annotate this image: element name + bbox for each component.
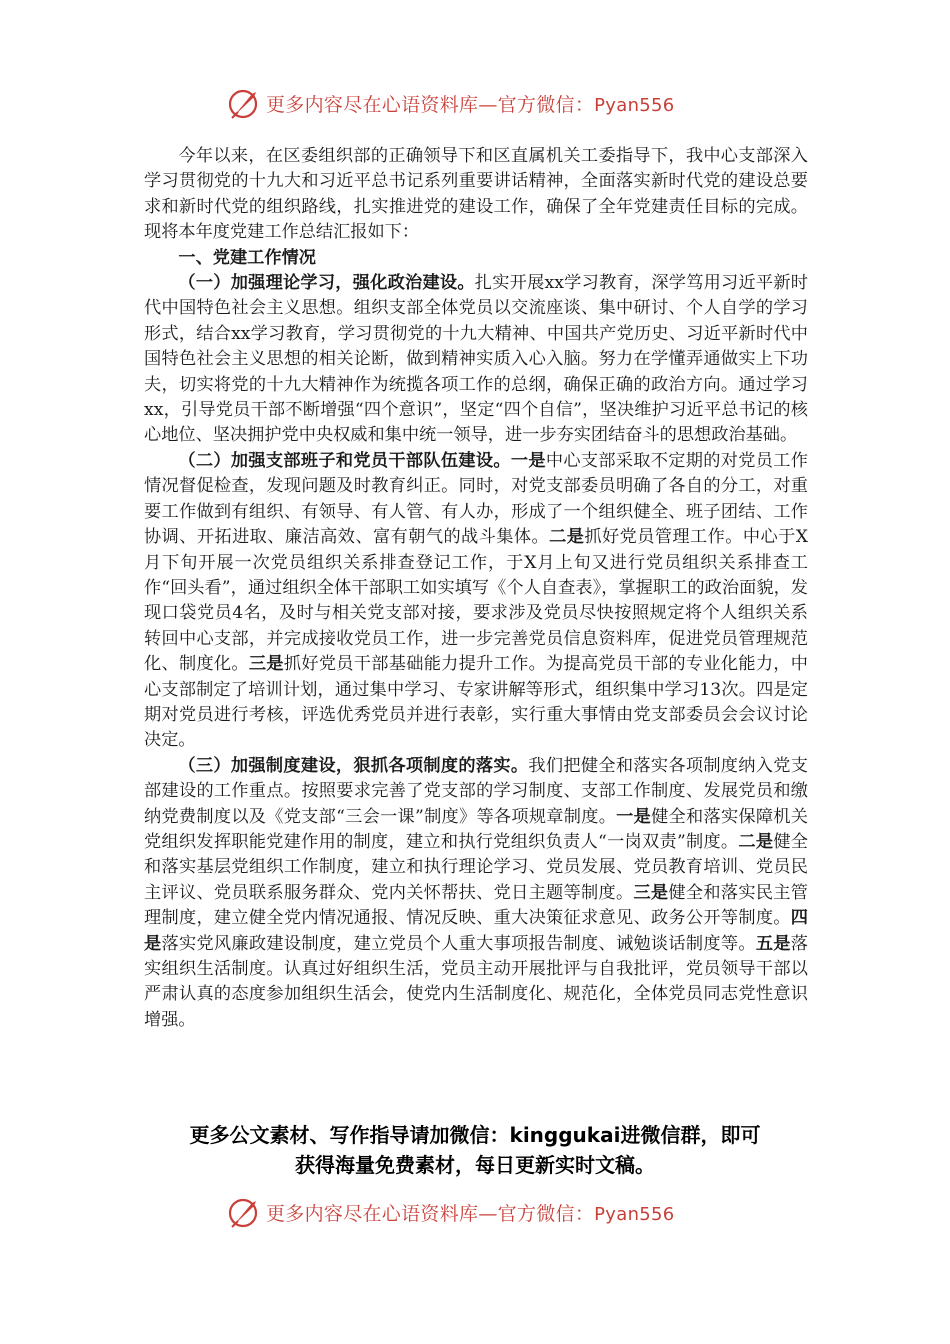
paragraph-lead: （一）加强理论学习，强化政治建设。 xyxy=(178,273,475,294)
paragraph-system-building: （三）加强制度建设，狠抓各项制度的落实。我们把健全和落实各项制度纳入党支部建设的工作重点。按照要求完善了党支部的学习制度、支部工作制度、发展党员和缴纳党费制度以及《党支部“三会一课”制度》等各项规章制度。一是健全和落实保障机关党组织发挥职能党建作用的制度，建立和执行党组织负责人“一岗双责”制度。二是健全和落实基层党组织工作制度，建立和执行理论学习、党员发展、党员教育培训、党员民主评议、党员联系服务群众、党内关怀帮扶、党日主题等制度。三是健全和落实民主管理制度，建立健全党内情况通报、情况反映、重大决策征求意见、政务公开等制度。四是落实党风廉政建设制度，建立党员个人重大事项报告制度、诫勉谈话制度等。五是落实组织生活制度。认真过好组织生活，党员主动开展批评与自我批评，党员领导干部以严肃认真的态度参加组织生活会，使党内生活制度化、规范化，全体党员同志党性意识增强。 xyxy=(144,755,808,1030)
paragraph-theory-study: （一）加强理论学习，强化政治建设。扎实开展xx学习教育，深学笃用习近平新时代中国特色社会主义思想。组织支部全体党员以交流座谈、集中研讨、个人自学的学习形式，结合xx学习教育，学习贯彻党的十九大精神、中国共产党历史、习近平新时代中国特色社会主义思想的相关论断，做到精神实质入心入脑。努力在学懂弄通做实上下功夫，切实将党的十九大精神作为统揽各项工作的总纲，确保正确的政治方向。通过学习xx，引导党员干部不断增强“四个意识”，坚定“四个自信”，坚决维护习近平总书记的核心地位、坚决拥护党中央权威和集中统一领导，进一步夯实团结奋斗的思想政治基础。 xyxy=(144,273,808,446)
banner-text: 更多内容尽在心语资料库—官方微信：Pyan556 xyxy=(266,94,675,116)
banner-text: 更多内容尽在心语资料库—官方微信：Pyan556 xyxy=(266,1203,675,1225)
paragraph-team-building: （二）加强支部班子和党员干部队伍建设。一是中心支部采取不定期的对党员工作情况督促检查，发现问题及时教育纠正。同时，对党支部委员明确了各自的分工，对重要工作做到有组织、有领导、有人管、有人办，形成了一个组织健全、班子团结、工作协调、开拓进取、廉洁高效、富有朝气的战斗集体。二是抓好党员管理工作。中心于X月下旬开展一次党员组织关系排查登记工作，于X月上旬又进行党员组织关系排查工作“回头看”，通过组织全体干部职工如实填写《个人自查表》，掌握职工的政治面貌，发现口袋党员4名，及时与相关党支部对接，要求涉及党员尽快按照规定将个人组织关系转回中心支部，并完成接收党员工作，进一步完善党员信息资料库，促进党员管理规范化、制度化。三是抓好党员干部基础能力提升工作。为提高党员干部的专业化能力，中心支部制定了培训计划，通过集中学习、专家讲解等形式，组织集中学习13次。四是定期对党员进行考核，评选优秀党员并进行表彰，实行重大事情由党支部委员会会议讨论决定。 xyxy=(144,450,808,751)
section-heading: 一、党建工作情况 xyxy=(178,247,316,268)
promo-notice xyxy=(130,1120,820,1180)
promo-line-2: 获得海量免费素材，每日更新实时文稿。 xyxy=(295,1153,655,1177)
quill-logo-icon xyxy=(226,1195,262,1231)
paragraph-lead: （二）加强支部班子和党员干部队伍建设。 xyxy=(178,450,511,471)
quill-logo-icon xyxy=(226,86,262,122)
intro-paragraph: 今年以来，在区委组织部的正确领导下和区直属机关工委指导下，我中心支部深入学习贯彻党的十九大和习近平总书记系列重要讲话精神，全面落实新时代党的建设总要求和新时代党的组织路线，扎实推进党的建设工作，确保了全年党建责任目标的完成。现将本年度党建工作总结汇报如下： xyxy=(144,146,808,243)
footer-banner xyxy=(0,1193,950,1233)
promo-line-1: 更多公文素材、写作指导请加微信：kinggukai进微信群，即可 xyxy=(189,1123,761,1147)
document-body xyxy=(144,144,808,1033)
header-banner xyxy=(0,84,950,124)
paragraph-lead: （三）加强制度建设，狠抓各项制度的落实。 xyxy=(178,755,529,776)
